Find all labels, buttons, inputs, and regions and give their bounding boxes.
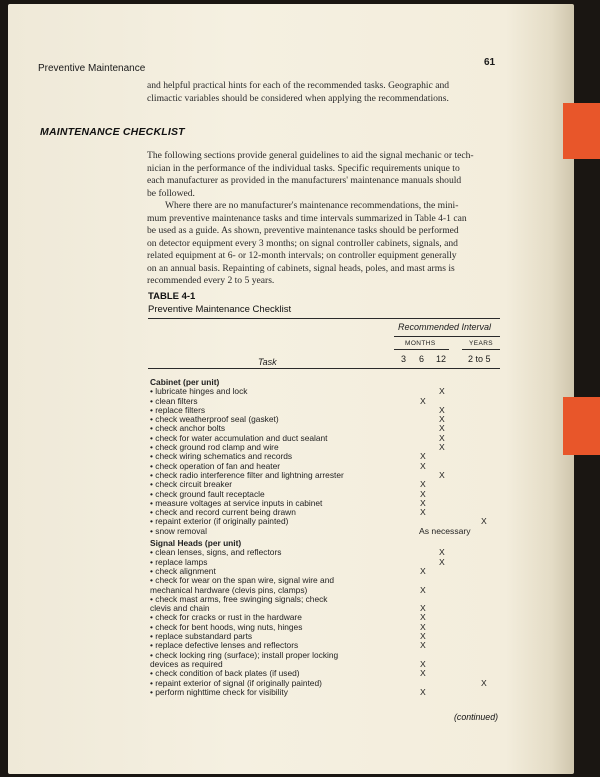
interval-mark-m6: X [420, 668, 426, 679]
task-label: • check for bent hoods, wing nuts, hinges [150, 621, 303, 632]
text-line: and helpful practical hints for each of the recommended tasks. Geographic and [147, 80, 450, 91]
task-label: • check and record current being drawn [150, 507, 296, 518]
months-header: MONTHS [405, 340, 436, 347]
task-label: • check locking ring (surface); install proper locking [150, 649, 339, 660]
task-label: • perform nighttime check for visibility [150, 686, 288, 697]
months-rule [394, 349, 449, 350]
years-header: YEARS [469, 340, 494, 347]
text-line: The following sections provide general guidelines to aid the signal mechanic or tech- [147, 150, 474, 161]
task-label: • check weatherproof seal (gasket) [150, 414, 279, 425]
page-number: 61 [484, 57, 496, 68]
recommended-interval-header: Recommended Interval [398, 322, 492, 332]
text-line: related equipment at 6- or 12-month intervals; on controller equipment generally [147, 250, 457, 261]
task-label: • lubricate hinges and lock [150, 386, 248, 397]
text-line: be followed. [147, 187, 195, 199]
interval-mark-y: X [481, 516, 487, 527]
continued-note: (continued) [454, 712, 499, 722]
interval-mark-m12: X [439, 386, 445, 397]
interval-mark-m6: X [420, 686, 426, 697]
task-label: • check alignment [150, 565, 216, 576]
task-label: • check condition of back plates (if used) [150, 668, 300, 679]
text-line: mum preventive maintenance tasks and time intervals summarized in Table 4-1 can [147, 212, 467, 224]
task-label: • replace filters [150, 404, 206, 415]
table-title: Preventive Maintenance Checklist [148, 304, 292, 315]
interval-mark-m6: X [420, 395, 426, 406]
table-row [150, 527, 510, 536]
task-header: Task [258, 357, 277, 367]
task-label: • replace lamps [150, 556, 208, 567]
interval-mark-m12: X [439, 404, 445, 415]
interval-mark-m12: X [439, 442, 445, 453]
task-label: • check circuit breaker [150, 479, 233, 490]
interval-mark-m6: X [420, 631, 426, 642]
interval-mark-m6: X [420, 658, 426, 669]
task-label: • repaint exterior (if originally painted) [150, 516, 289, 527]
task-label: • check operation of fan and heater [150, 460, 281, 471]
interval-mark-m6: X [420, 603, 426, 614]
task-label: • check mast arms, free swinging signals; check [150, 593, 328, 604]
interval-mark-m6: X [420, 584, 426, 595]
text-line: Where there are no manufacturer's maintenance recommendations, the mini- [165, 200, 459, 211]
table-top-rule [148, 318, 500, 319]
task-label: • check wiring schematics and records [150, 451, 293, 462]
text-line: on an annual basis. Repainting of cabinets, signal heads, poles, and mast arms is [147, 262, 455, 274]
interval-mark-m6: X [420, 488, 426, 499]
task-label: • check ground fault receptacle [150, 488, 265, 499]
interval-mark-m6: X [420, 497, 426, 508]
intro-paragraph [147, 80, 497, 105]
table-row [150, 688, 510, 697]
interval-mark-m12: X [439, 423, 445, 434]
interval-mark-y: X [481, 677, 487, 688]
text-line: be used as a guide. As shown, preventive maintenance tasks should be performed [147, 225, 459, 236]
task-label: • replace substandard parts [150, 631, 253, 642]
col-12-header: 12 [436, 354, 447, 364]
task-label: devices as required [150, 658, 223, 669]
table-label: TABLE 4-1 [148, 291, 196, 302]
interval-mark-m6: X [420, 640, 426, 651]
task-label: • check for water accumulation and duct sealant [150, 432, 328, 443]
task-label: • measure voltages at service inputs in cabinet [150, 497, 323, 508]
section-heading: MAINTENANCE CHECKLIST [40, 126, 185, 138]
task-label: clevis and chain [150, 603, 210, 614]
interval-mark-m12: X [439, 547, 445, 558]
task-label: • snow removal [150, 525, 207, 536]
header-bottom-rule [148, 368, 500, 369]
category-label: Signal Heads (per unit) [150, 538, 242, 549]
interval-mark-m6: X [420, 451, 426, 462]
interval-mark-m6: X [420, 612, 426, 623]
task-label: • clean filters [150, 395, 198, 406]
text-line: nician in the performance of the individual tasks. Specific requirements unique to [147, 162, 460, 174]
interval-mark-m6: X [420, 479, 426, 490]
task-label: • check anchor bolts [150, 423, 226, 434]
years-rule [462, 349, 500, 350]
task-label: • replace defective lenses and reflectors [150, 640, 299, 651]
category-label: Cabinet (per unit) [150, 377, 220, 387]
interval-mark-m6: X [420, 460, 426, 471]
task-label: • clean lenses, signs, and reflectors [150, 547, 282, 558]
interval-rule [394, 336, 500, 337]
text-line: each manufacturer as provided in the manufacturers' maintenance manuals should [147, 175, 462, 186]
task-label: • repaint exterior of signal (if originally painted) [150, 677, 322, 688]
task-label: • check radio interference filter and lightning arrester [150, 469, 344, 480]
interval-mark-m12: X [439, 432, 445, 443]
interval-mark-m12: X [439, 469, 445, 480]
text-line: climactic variables should be considered when applying the recommendations. [147, 92, 449, 104]
as-necessary-note: As necessary [419, 525, 471, 536]
task-label: • check ground rod clamp and wire [150, 442, 279, 453]
interval-mark-m6: X [420, 507, 426, 518]
task-label: • check for wear on the span wire, signal wire and [150, 575, 335, 586]
orange-page-tab [563, 103, 600, 159]
body-paragraphs [147, 150, 497, 288]
interval-mark-m6: X [420, 565, 426, 576]
checklist-rows [150, 378, 510, 697]
table-row [150, 387, 510, 396]
interval-mark-m12: X [439, 414, 445, 425]
interval-mark-m12: X [439, 556, 445, 567]
col-3-header: 3 [401, 354, 407, 364]
orange-page-tab [563, 397, 600, 455]
text-line: on detector equipment every 3 months; on signal controller cabinets, signals, and [147, 237, 458, 249]
col-years-header: 2 to 5 [468, 354, 491, 364]
interval-mark-m6: X [420, 621, 426, 632]
text-line: recommended every 2 to 5 years. [147, 275, 275, 286]
task-label: • check for cracks or rust in the hardware [150, 612, 302, 623]
col-6-header: 6 [419, 354, 425, 364]
task-label: mechanical hardware (clevis pins, clamps) [150, 584, 308, 595]
running-head: Preventive Maintenance [38, 63, 146, 74]
